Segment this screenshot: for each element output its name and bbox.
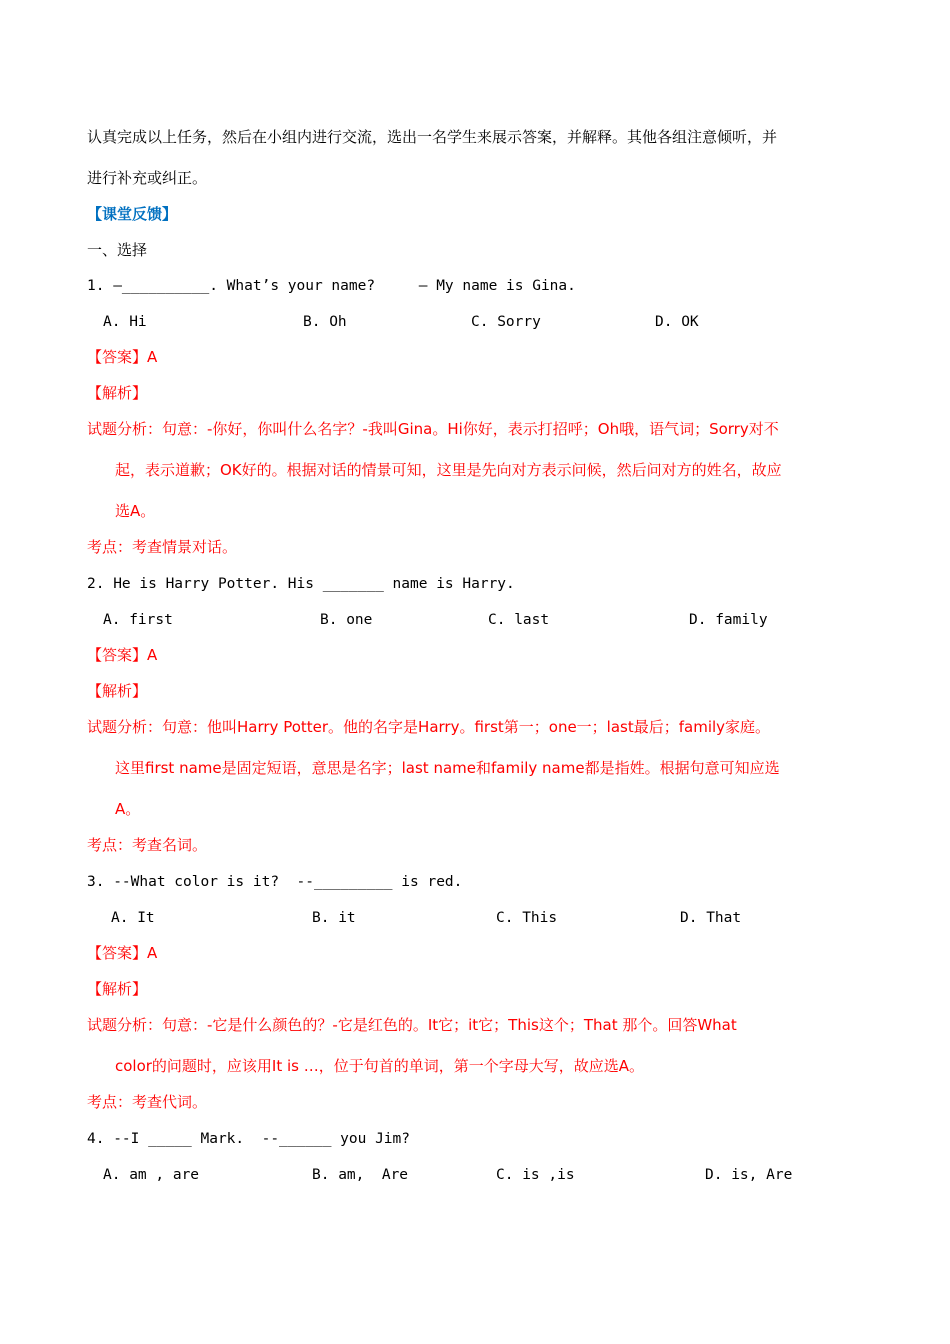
question-1-option-d: D. OK <box>655 314 699 330</box>
question-2-answer: 【答案】A <box>87 646 158 664</box>
question-2-analysis-line-1: 试题分析：句意：他叫Harry Potter。他的名字是Harry。first第一；one一；last最后；family家庭。 <box>87 718 771 736</box>
question-1-stem: 1. —__________. What’s your name? — My name is Gina. <box>87 278 576 294</box>
question-4-stem: 4. --I _____ Mark. --______ you Jim? <box>87 1131 411 1147</box>
question-3-analysis-line-1: 试题分析：句意：-它是什么颜色的？-它是红色的。It它；it它；This这个；That 那个。回答What <box>87 1016 737 1034</box>
question-1-analysis-line-3: 选A。 <box>115 502 156 520</box>
question-3-point: 考点：考查代词。 <box>87 1093 208 1111</box>
part-title: 一、选择 <box>87 241 148 259</box>
section-title: 【课堂反馈】 <box>87 205 178 223</box>
question-1-analysis-label: 【解析】 <box>87 384 148 402</box>
question-3-option-a: A. It <box>111 910 155 926</box>
question-3-option-b: B. it <box>312 910 356 926</box>
question-1-option-a: A. Hi <box>103 314 147 330</box>
question-2-option-d: D. family <box>689 612 768 628</box>
question-4-option-d: D. is, Are <box>705 1167 793 1183</box>
question-2-option-a: A. first <box>103 612 173 628</box>
question-3-option-d: D. That <box>680 910 742 926</box>
intro-line-2: 进行补充或纠正。 <box>87 169 208 187</box>
question-2-point: 考点：考查名词。 <box>87 836 208 854</box>
question-3-analysis-line-2: color的问题时，应该用It is …，位于句首的单词，第一个字母大写，故应选A。 <box>115 1057 645 1075</box>
question-3-stem: 3. --What color is it? --_________ is red. <box>87 874 463 890</box>
question-3-option-c: C. This <box>496 910 558 926</box>
question-1-analysis-line-1: 试题分析：句意：-你好，你叫什么名字？-我叫Gina。Hi你好，表示打招呼；Oh哦，语气词；Sorry对不 <box>87 420 779 438</box>
question-4-option-c: C. is ,is <box>496 1167 575 1183</box>
question-1-option-b: B. Oh <box>303 314 347 330</box>
question-3-answer: 【答案】A <box>87 944 158 962</box>
question-4-option-b: B. am, Are <box>312 1167 409 1183</box>
intro-line-1: 认真完成以上任务，然后在小组内进行交流，选出一名学生来展示答案，并解释。其他各组注意倾听，并 <box>87 128 778 146</box>
question-2-option-c: C. last <box>488 612 550 628</box>
question-1-option-c: C. Sorry <box>471 314 541 330</box>
question-1-analysis-line-2: 起，表示道歉；OK好的。根据对话的情景可知，这里是先向对方表示问候，然后问对方的姓名，故应 <box>115 461 782 479</box>
question-2-stem: 2. He is Harry Potter. His _______ name is Harry. <box>87 576 515 592</box>
question-3-analysis-label: 【解析】 <box>87 980 148 998</box>
question-1-answer: 【答案】A <box>87 348 158 366</box>
question-4-option-a: A. am , are <box>103 1167 200 1183</box>
question-2-analysis-line-2: 这里first name是固定短语，意思是名字；last name和family name都是指姓。根据句意可知应选 <box>115 759 780 777</box>
question-2-analysis-line-3: A。 <box>115 800 141 818</box>
question-2-option-b: B. one <box>320 612 373 628</box>
question-1-point: 考点：考查情景对话。 <box>87 538 238 556</box>
question-2-analysis-label: 【解析】 <box>87 682 148 700</box>
